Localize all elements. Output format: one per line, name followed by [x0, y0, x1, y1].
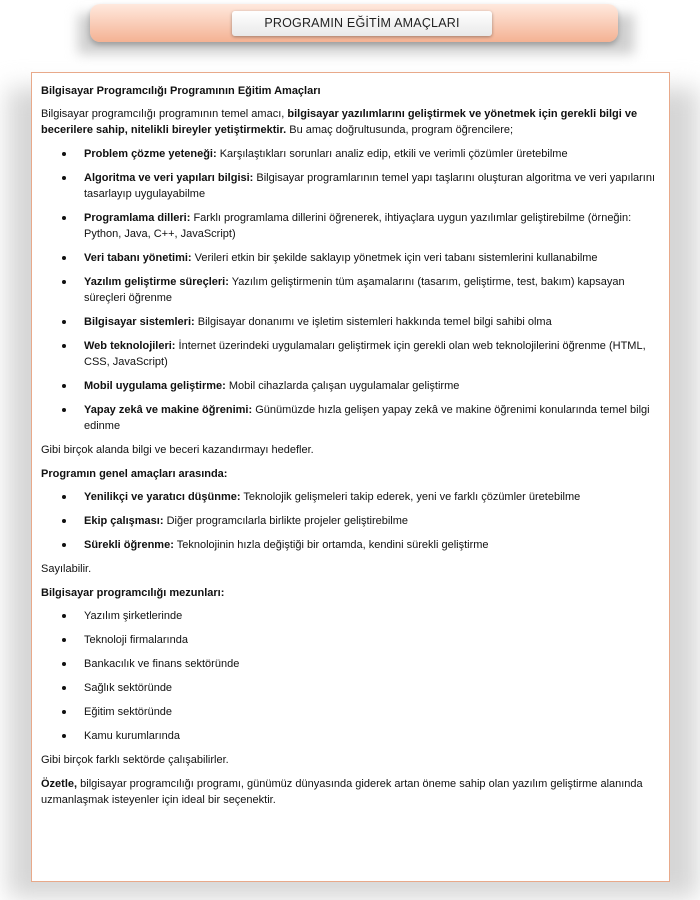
summary-text: bilgisayar programcılığı programı, günümüz dünyasında giderek artan öneme sahip olan yazılım geliştirme alanında uzmanlaşmak isteyenler için ideal bir seçenektir.: [41, 778, 643, 806]
list-item-desc: Bilgisayar donanımı ve işletim sistemleri hakkında temel bilgi sahibi olma: [197, 316, 552, 328]
graduates-list: [41, 608, 661, 744]
list-item: [41, 210, 661, 242]
list-item-term: Sürekli öğrenme:: [84, 539, 174, 551]
list-item-term: Web teknolojileri:: [84, 340, 176, 352]
list-item: [41, 338, 661, 370]
section-title: Bilgisayar Programcılığı Programının Eğitim Amaçları: [41, 85, 321, 97]
intro-bold: bilgisayar yazılımlarını geliştirmek ve yönetmek için gerekli bilgi ve becerilere sahip, nitelikli bireyler yetiştirmektir.: [41, 108, 638, 136]
summary-bold: Özetle,: [41, 778, 78, 790]
list-item: Sağlık sektöründe: [41, 680, 661, 696]
list-item-desc: Yazılım geliştirmenin tüm aşamalarını (tasarım, geliştirme, test, bakım) kapsayan süreçleri öğrenme: [84, 276, 625, 304]
intro-post: Bu amaç doğrultusunda, program öğrencilere;: [289, 124, 514, 136]
list-item-desc: Teknolojinin hızla değiştiği bir ortamda, kendini sürekli geliştirme: [176, 539, 489, 551]
list-item-desc: Farklı programlama dillerini öğrenerek, ihtiyaçlara uygun yazılımlar geliştirebilme (örneğin: Python, Java, C++, JavaScript): [84, 212, 632, 240]
page-title: PROGRAMIN EĞİTİM AMAÇLARI: [232, 11, 492, 36]
list-item-desc: Verileri etkin bir şekilde saklayıp yönetmek için veri tabanı sistemlerini kullanabilme: [194, 252, 598, 264]
list-item-desc: Diğer programcılarla birlikte projeler geliştirebilme: [166, 515, 409, 527]
list-item-term: Yazılım geliştirme süreçleri:: [84, 276, 229, 288]
general-goals-list: [41, 489, 661, 553]
list-item-desc: Bilgisayar programlarının temel yapı taşlarını oluşturan algoritma ve veri yapılarını tasarlayıp uygulayabilme: [84, 172, 656, 200]
list-item: [41, 314, 661, 330]
list-item: Eğitim sektöründe: [41, 704, 661, 720]
after-graduates-text: Gibi birçok farklı sektörde çalışabilirler.: [41, 754, 229, 766]
list-item: [41, 170, 661, 202]
list-item-desc: Karşılaştıkları sorunları analiz edip, etkili ve verimli çözümler üretebilme: [219, 148, 568, 160]
list-item: [41, 513, 661, 529]
content-card: [31, 72, 670, 882]
list-item-term: Ekip çalışması:: [84, 515, 164, 527]
list-item-desc: Günümüzde hızla gelişen yapay zekâ ve makine öğrenimi konularında temel bilgi edinme: [84, 404, 650, 432]
list-item: Yazılım şirketlerinde: [41, 608, 661, 624]
list-item-term: Bilgisayar sistemleri:: [84, 316, 195, 328]
list-item-desc: Mobil cihazlarda çalışan uygulamalar geliştirme: [228, 380, 460, 392]
after-skills-text: Gibi birçok alanda bilgi ve beceri kazandırmayı hedefler.: [41, 444, 314, 456]
list-item-desc: İnternet üzerindeki uygulamaları geliştirmek için gerekli olan web teknolojilerini öğrenme (HTML, CSS, JavaScript): [84, 340, 646, 368]
list-item-term: Problem çözme yeteneği:: [84, 148, 217, 160]
list-item: Bankacılık ve finans sektöründe: [41, 656, 661, 672]
list-item-term: Algoritma ve veri yapıları bilgisi:: [84, 172, 254, 184]
list-item-term: Yapay zekâ ve makine öğrenimi:: [84, 404, 253, 416]
list-item: [41, 274, 661, 306]
list-item-desc: Teknolojik gelişmeleri takip ederek, yeni ve farklı çözümler üretebilme: [243, 491, 581, 503]
list-item: Teknoloji firmalarında: [41, 632, 661, 648]
list-item-term: Mobil uygulama geliştirme:: [84, 380, 226, 392]
general-goals-title: Programın genel amaçları arasında:: [41, 468, 228, 480]
list-item: [41, 489, 661, 505]
skills-list: [41, 146, 661, 434]
list-item: [41, 378, 661, 394]
list-item-term: Yenilikçi ve yaratıcı düşünme:: [84, 491, 241, 503]
list-item-term: Programlama dilleri:: [84, 212, 191, 224]
list-item: [41, 146, 661, 162]
graduates-title: Bilgisayar programcılığı mezunları:: [41, 587, 225, 599]
list-item-term: Veri tabanı yönetimi:: [84, 252, 192, 264]
list-item: [41, 250, 661, 266]
summary-paragraph: [41, 776, 661, 808]
intro-pre: Bilgisayar programcılığı programının temel amacı,: [41, 108, 285, 120]
intro-paragraph: [41, 106, 661, 138]
list-item: [41, 402, 661, 434]
list-item: [41, 537, 661, 553]
after-general-text: Sayılabilir.: [41, 563, 92, 575]
list-item: Kamu kurumlarında: [41, 728, 661, 744]
